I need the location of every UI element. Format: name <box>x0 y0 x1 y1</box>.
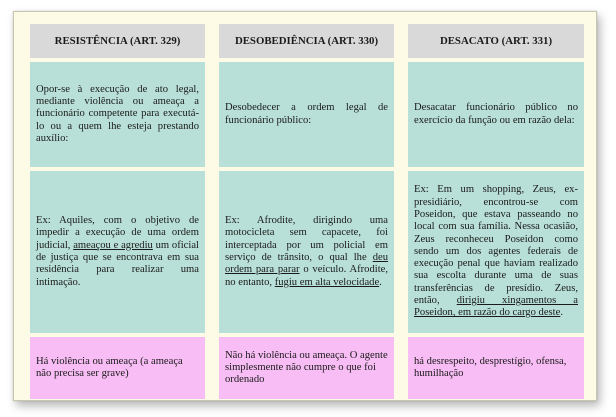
header-resistencia: RESISTÊNCIA (ART. 329) <box>30 24 205 58</box>
example-text: Ex: Aquiles, com o objetivo de impedir a execução de uma ordem judicial, ameaçou e agrediu um oficial de justiça que se encontrava em sua residência para realizar uma intimação. <box>36 215 199 288</box>
header-desacato: DESACATO (ART. 331) <box>408 24 584 58</box>
result-resistencia: Há violência ou ameaça (a ameaça não precisa ser grave) <box>30 337 205 399</box>
example-desacato <box>408 171 584 333</box>
example-desobediencia <box>219 171 394 333</box>
example-text: Ex: Em um shopping, Zeus, ex-presidiário, encontrou-se com Poseidon, que estava passeando no local com sua família. Nessa ocasião, Zeus reconheceu Poseidon como sendo um dos agentes federais de execução penal que haviam realizado sua escolta durante uma de suas transferências de presídio. Zeus, então, dirigiu xingamentos a Poseidon, em razão do cargo deste. <box>414 184 578 319</box>
result-desacato: há desrespeito, desprestígio, ofensa, humilhação <box>408 337 584 399</box>
definition-desobediencia: Desobedecer a ordem legal de funcionário público: <box>219 62 394 167</box>
underlined-phrase: dirigiu xingamentos a Poseidon, em razão do cargo deste <box>414 295 578 319</box>
comparison-table <box>30 24 584 399</box>
underlined-phrase: deu ordem para parar <box>225 252 388 276</box>
example-resistencia <box>30 171 205 333</box>
underlined-phrase: ameaçou e agrediu <box>73 239 153 251</box>
definition-desacato: Desacatar funcionário público no exercício da função ou em razão dela: <box>408 62 584 167</box>
definition-resistencia: Opor-se à execução de ato legal, mediante violência ou ameaça a funcionário competente para executá-lo ou a quem lhe esteja prestando auxílio: <box>30 62 205 167</box>
underlined-phrase: fugiu em alta velocidade <box>274 276 380 288</box>
table-frame <box>13 11 597 401</box>
header-desobediencia: DESOBEDIÊNCIA (ART. 330) <box>219 24 394 58</box>
result-desobediencia: Não há violência ou ameaça. O agente simplesmente não cumpre o que foi ordenado <box>219 337 394 399</box>
example-text: Ex: Afrodite, dirigindo uma motocicleta sem capacete, foi interceptada por um policial em serviço de trânsito, o qual lhe deu ordem para parar o veículo. Afrodite, no entanto, fugiu em alta velocidade. <box>225 215 388 288</box>
